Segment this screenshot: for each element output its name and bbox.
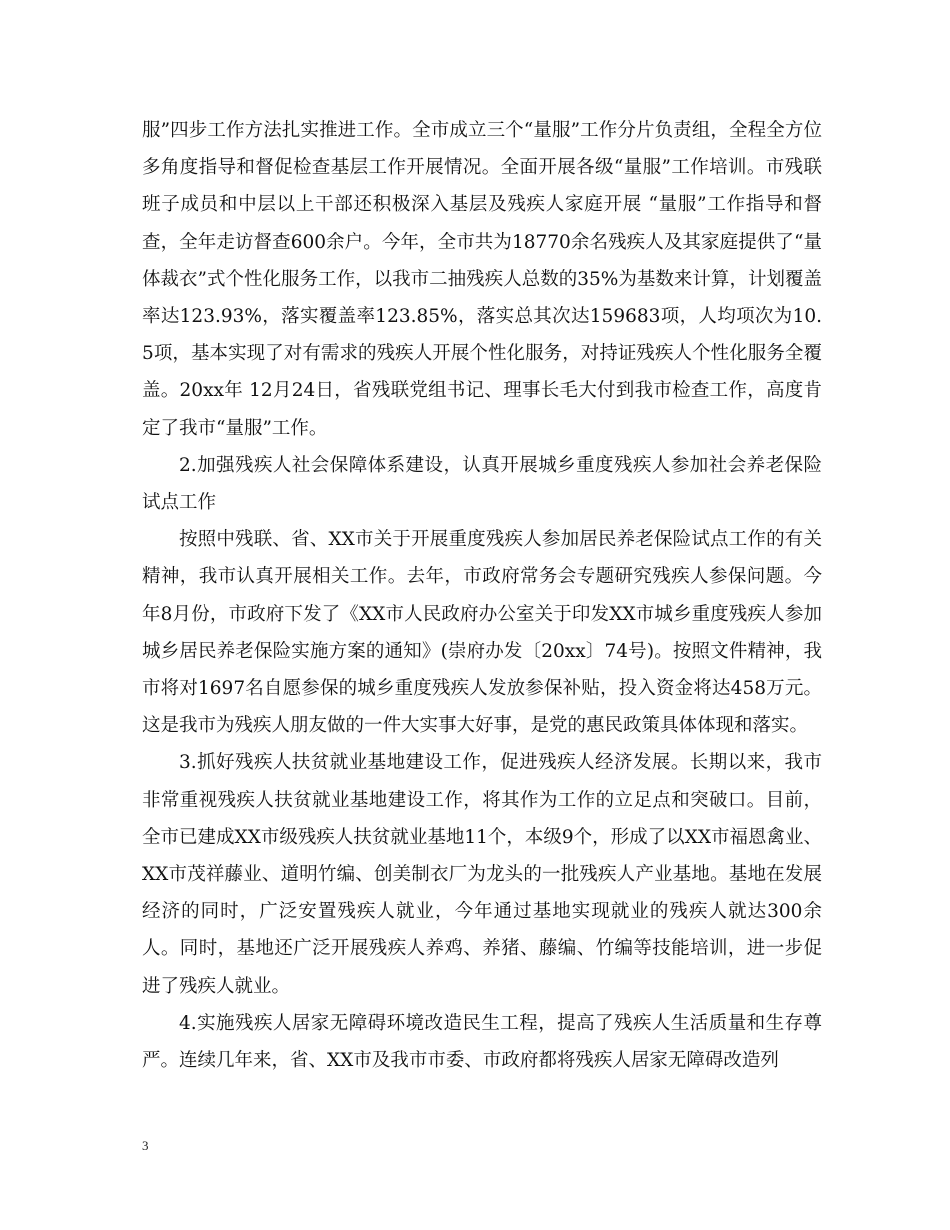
document-body	[142, 112, 822, 1079]
paragraph-barrier-free: 4.实施残疾人居家无障碍环境改造民生工程，提高了残疾人生活质量和生存尊严。连续几年来，省、XX市及我市市委、市政府都将残疾人居家无障碍改造列	[142, 1012, 822, 1072]
paragraph-heading-2: 2.加强残疾人社会保障体系建设，认真开展城乡重度残疾人参加社会养老保险试点工作	[142, 454, 822, 514]
paragraph-employment-base: 3.抓好残疾人扶贫就业基地建设工作，促进残疾人经济发展。长期以来，我市非常重视残疾人扶贫就业基地建设工作，将其作为工作的立足点和突破口。目前，全市已建成XX市级残疾人扶贫就业基地11个，本级9个，形成了以XX市福恩禽业、XX市茂祥藤业、道明竹编、创美制衣厂为龙头的一批残疾人产业基地。基地在发展经济的同时，广泛安置残疾人就业，今年通过基地实现就业的残疾人就达300余人。同时，基地还广泛开展残疾人养鸡、养猪、藤编、竹编等技能培训，进一步促进了残疾人就业。	[142, 752, 822, 997]
page-number: 3	[142, 1138, 149, 1153]
paragraph-continuation: 服”四步工作方法扎实推进工作。全市成立三个“量服”工作分片负责组，全程全方位多角度指导和督促检查基层工作开展情况。全面开展各级“量服”工作培训。市残联班子成员和中层以上干部还积极深入基层及残疾人家庭开展 “量服”工作指导和督查，全年走访督查600余户。今年，全市共为18770余名残疾人及其家庭提供了“量体裁衣”式个性化服务工作，以我市二抽残疾人总数的35%为基数来计算，计划覆盖率达123.93%，落实覆盖率123.85%，落实总其次达159683项，人均项次为10.5项，基本实现了对有需求的残疾人开展个性化服务，对持证残疾人个性化服务全覆盖。20xx年 12月24日，省残联党组书记、理事长毛大付到我市检查工作，高度肯定了我市“量服”工作。	[142, 120, 822, 439]
paragraph-pension-pilot: 按照中残联、省、XX市关于开展重度残疾人参加居民养老保险试点工作的有关精神，我市认真开展相关工作。去年，市政府常务会专题研究残疾人参保问题。今年8月份，市政府下发了《XX市人民政府办公室关于印发XX市城乡重度残疾人参加城乡居民养老保险实施方案的通知》(崇府办发〔20xx〕74号)。按照文件精神，我市将对1697名自愿参保的城乡重度残疾人发放参保补贴，投入资金将达458万元。这是我市为残疾人朋友做的一件大实事大好事，是党的惠民政策具体体现和落实。	[142, 529, 822, 737]
